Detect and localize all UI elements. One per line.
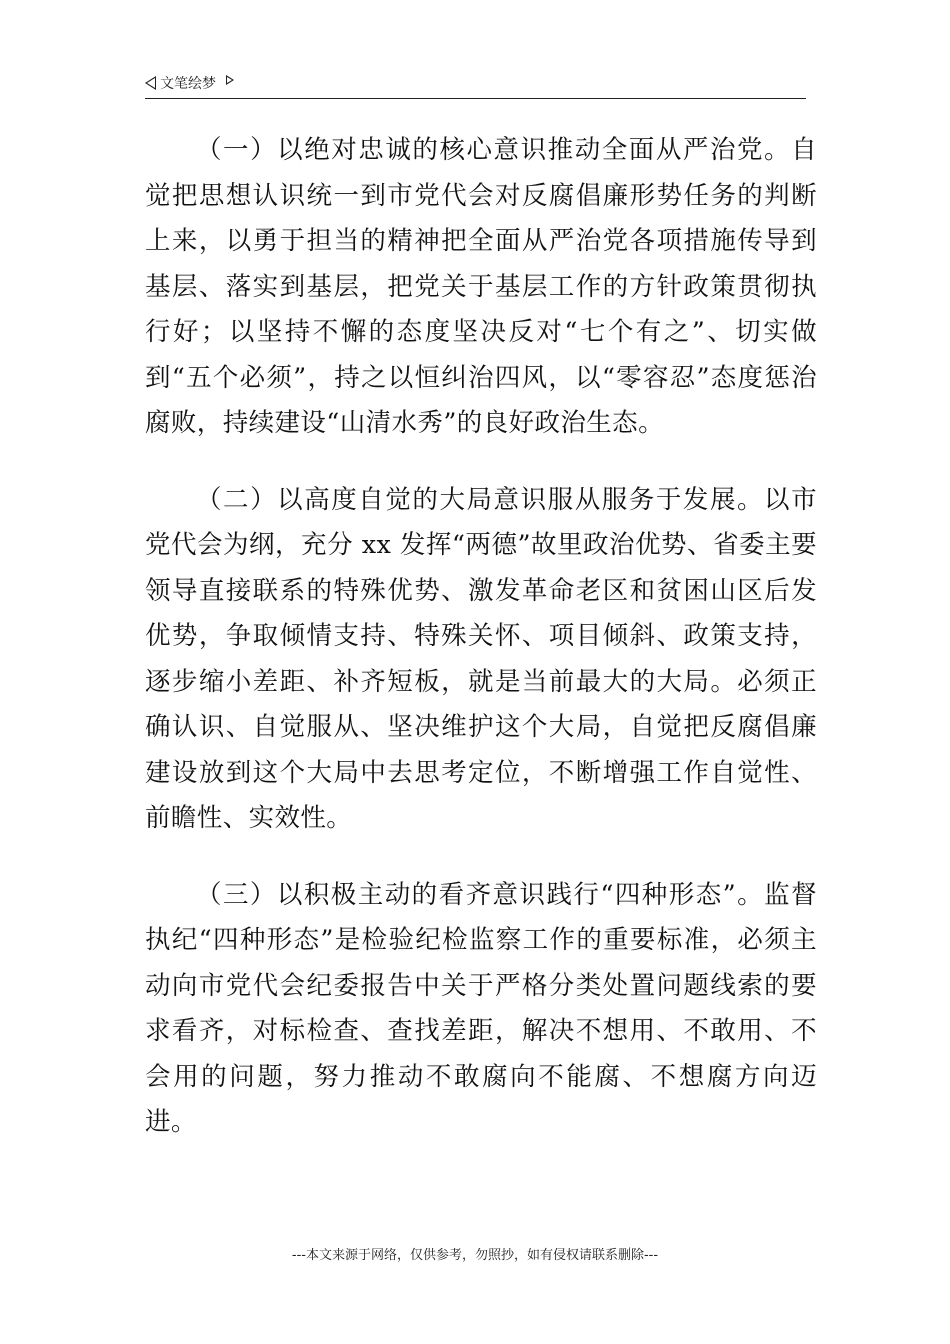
header-title: 文笔绘梦: [160, 76, 216, 92]
paragraph-3: （三）以积极主动的看齐意识践行“四种形态”。监督执纪“四种形态”是检验纪检监察工作的重要标准，必须主动向市党代会纪委报告中关于严格分类处置问题线索的要求看齐，对标检查、查找差距，解决不想用、不敢用、不会用的问题，努力推动不敢腐向不能腐、不想腐方向迈进。: [145, 879, 817, 1137]
left-triangle-icon: [145, 76, 156, 90]
source-notice: ---本文来源于网络，仅供参考，勿照抄，如有侵权请联系删除---: [291, 1248, 659, 1263]
paragraph-1: （一）以绝对忠诚的核心意识推动全面从严治党。自觉把思想认识统一到市党代会对反腐倡廉形势任务的判断上来，以勇于担当的精神把全面从严治党各项措施传导到基层、落实到基层，把党关于基层工作的方针政策贯彻执行好；以坚持不懈的态度坚决反对“七个有之”、切实做到“五个必须”，持之以恒纠治四风，以“零容忍”态度惩治腐败，持续建设“山清水秀”的良好政治生态。: [145, 135, 817, 438]
right-triangle-icon: [226, 75, 234, 85]
paragraph-2: （二）以高度自觉的大局意识服从服务于发展。以市党代会为纲，充分 xx 发挥“两德”故里政治优势、省委主要领导直接联系的特殊优势、激发革命老区和贫困山区后发优势，争取倾情支持、特殊关怀、项目倾斜、政策支持，逐步缩小差距、补齐短板，就是当前最大的大局。必须正确认识、自觉服从、坚决维护这个大局，自觉把反腐倡廉建设放到这个大局中去思考定位，不断增强工作自觉性、前瞻性、实效性。: [145, 484, 817, 833]
document-body: [145, 128, 817, 1146]
header-brand: [145, 73, 234, 93]
page-header: [145, 72, 806, 99]
